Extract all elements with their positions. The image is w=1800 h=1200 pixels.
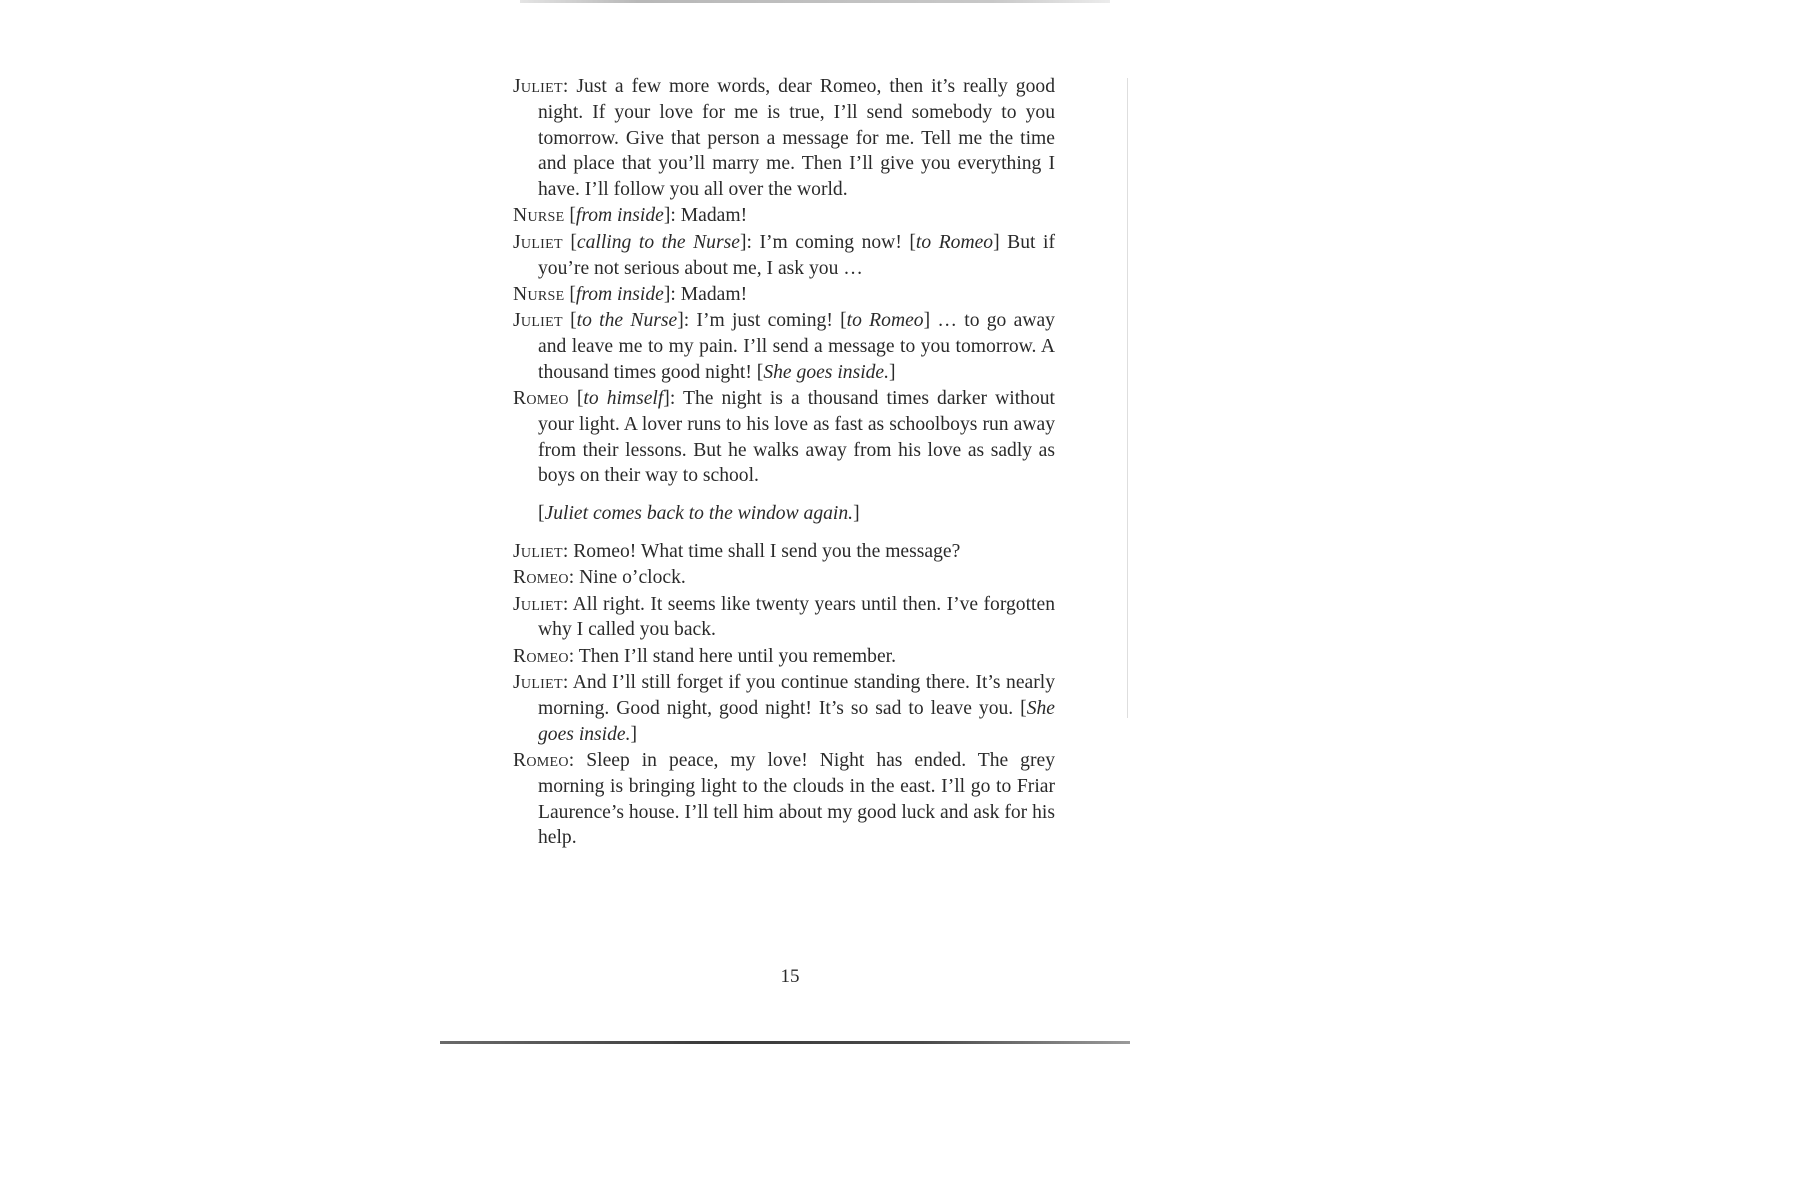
stage-direction-inline: from inside [575,205,664,227]
speech-juliet [513,539,1055,565]
speaker-name: Juliet [513,593,563,615]
page-bottom-edge [440,1041,1130,1044]
speech-text: : Madam! [670,283,748,305]
speaker-name: Juliet [513,541,563,563]
speech-nurse: Nurse [from inside]: Madam! [513,283,748,305]
speaker-name: Juliet [513,231,563,253]
speech-romeo [513,644,1055,670]
page-right-edge [1127,78,1128,718]
speaker-name: Juliet [513,76,563,97]
page-number: 15 [780,966,800,987]
stage-direction-block: [Juliet comes back to the window again.] [538,503,860,525]
stage-direction-inline: calling to the Nurse [576,231,740,253]
speech-juliet: Juliet [calling to the Nurse]: I’m coming now! [to Romeo] But if you’re not serious about me, I ask you … [513,231,1055,279]
speech-nurse: Nurse [from inside]: Madam! [513,205,748,227]
speech-text: … to go away and leave me to my pain. I’ll send a message to you tomorrow. A thousand times good night! [538,310,1055,383]
speech-text: : Romeo! What time shall I send you the message? [562,541,961,563]
speaker-name: Romeo [513,749,569,771]
play-text [513,74,1055,852]
speech-juliet: Juliet: And I’ll still forget if you continue standing there. It’s nearly morning. Good night, good night! It’s so sad to leave you. [She goes inside.] [513,672,1055,745]
stage-direction-inline: from inside [575,283,664,305]
speech-juliet [513,74,1055,203]
speech-text: : Nine o’clock. [568,567,686,589]
speech-text: : Just a few more words, dear Romeo, then it’s really good night. If your love for me is true, I’ll send somebody to you tomorrow. Give that person a message for me. Tell me the time and place that you’ll marry me. Then I’ll give you everything I have. I’ll follow you all over the world. [538,76,1055,201]
speech-text: : Madam! [670,205,748,227]
speaker-name: Nurse [513,283,565,305]
speech-text: : And I’ll still forget if you continue standing there. It’s nearly morning. Good night, good night! It’s so sad to leave you. [538,672,1055,719]
speech-romeo [513,748,1055,851]
stage-direction-inline: She goes inside. [763,361,890,383]
speaker-name: Juliet [513,310,563,332]
speaker-name: Romeo [513,567,569,589]
speech-text: : I’m coming now! [746,231,910,253]
speech-juliet: Juliet [to the Nurse]: I’m just coming! [to Romeo] … to go away and leave me to my pain. I’ll send a message to you tomorrow. A thousand times good night! [She goes inside.] [513,310,1055,383]
speech-text: : Then I’ll stand here until you remember. [568,645,896,667]
speech-text: : I’m just coming! [683,310,841,332]
speech-text: : Sleep in peace, my love! Night has ended. The grey morning is bringing light to the clouds in the east. I’ll go to Friar Laurence’s house. I’ll tell him about my good luck and ask for his help. [538,749,1055,849]
stage-direction-inline: to himself [583,388,664,410]
speaker-name: Romeo [513,388,569,410]
speaker-name: Juliet [513,672,563,694]
speech-text: : The night is a thousand times darker without your light. A lover runs to his love as fast as schoolboys run away from their lessons. But he walks away from his love as sadly as boys on their way to school. [538,388,1055,487]
speech-text: : All right. It seems like twenty years until then. I’ve forgotten why I called you back. [538,593,1055,641]
speaker-name: Romeo [513,645,569,667]
speech-juliet [513,592,1055,644]
speech-text: But if you’re not serious about me, I ask you … [538,231,1055,279]
stage-direction-inline: to Romeo [846,310,924,332]
page-top-edge [520,0,1110,3]
stage-direction-inline: to Romeo [915,231,994,253]
stage-direction-text: Juliet comes back to the window again. [544,503,854,525]
stage-direction-inline: She goes inside. [538,697,1055,745]
speech-romeo: Romeo [to himself]: The night is a thousand times darker without your light. A lover runs to his love as fast as schoolboys run away from their lessons. But he walks away from his love as sadly as boys on their way to school. [513,388,1055,487]
speech-romeo [513,565,1055,591]
speaker-name: Nurse [513,205,565,227]
stage-direction-inline: to the Nurse [576,310,678,332]
